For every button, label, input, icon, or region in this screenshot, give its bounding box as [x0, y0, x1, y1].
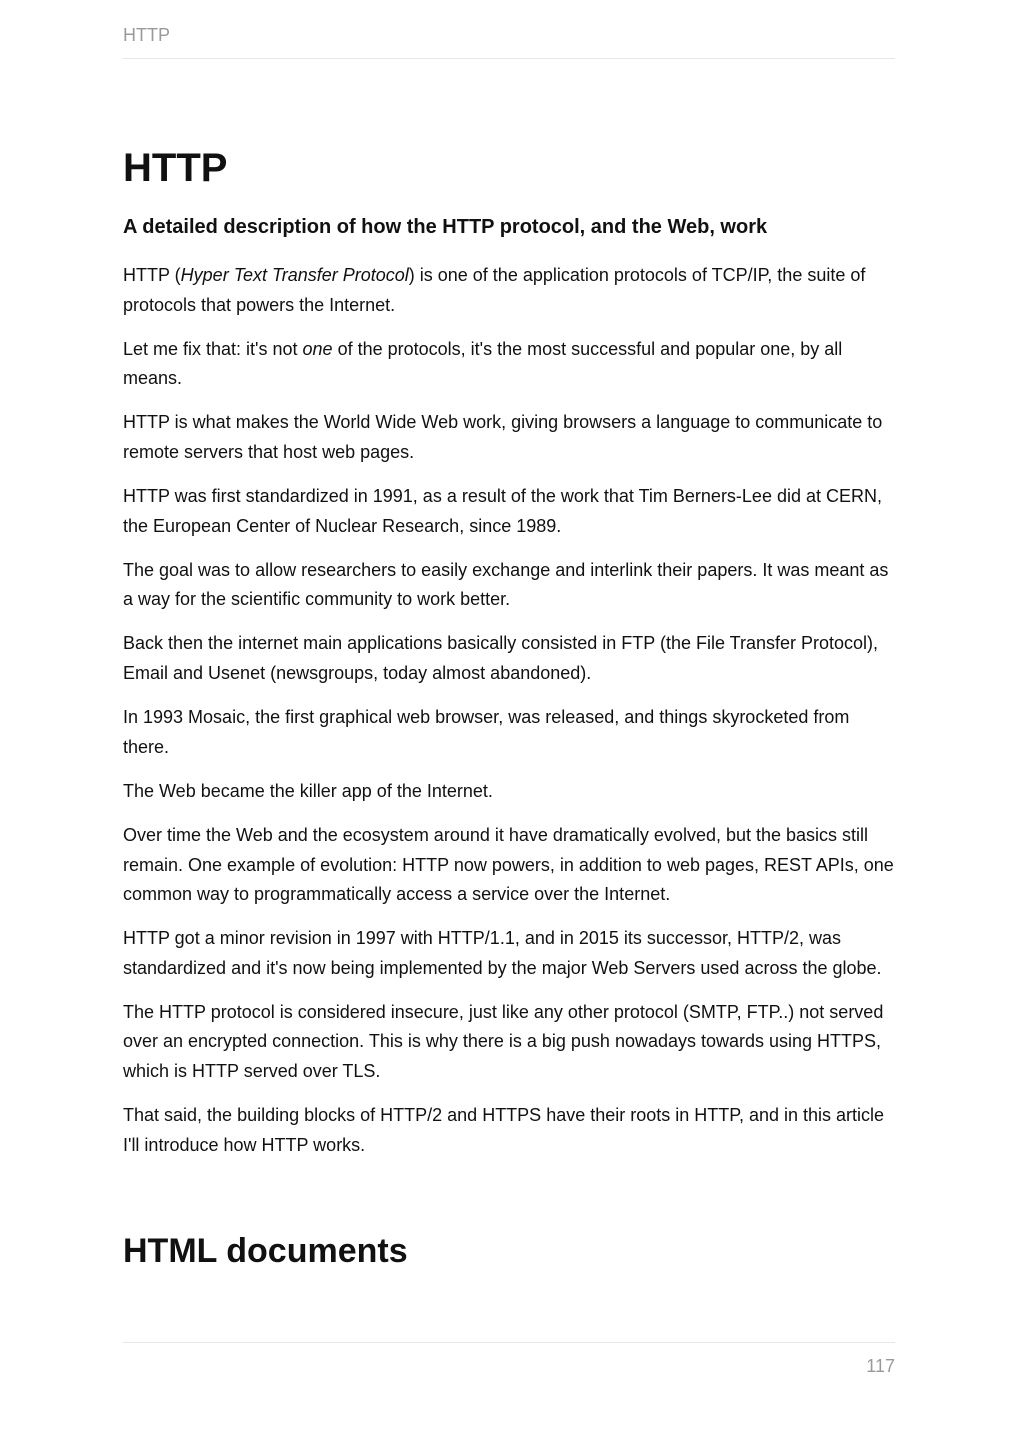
paragraph: HTTP is what makes the World Wide Web work, giving browsers a language to communicate to remote servers that host web pages.: [123, 412, 883, 462]
paragraph: That said, the building blocks of HTTP/2 and HTTPS have their roots in HTTP, and in this article I'll introduce how HTTP works.: [123, 1105, 885, 1155]
paragraph: HTTP got a minor revision in 1997 with HTTP/1.1, and in 2015 its successor, HTTP/2, was standardized and it's now being implemented by the major Web Servers used across the globe.: [123, 928, 882, 978]
header-divider: [123, 58, 895, 59]
paragraph: The goal was to allow researchers to easily exchange and interlink their papers. It was meant as a way for the scientific community to work better.: [123, 559, 889, 610]
document-page: [123, 0, 895, 1440]
footer-divider: [123, 1342, 895, 1343]
running-header: HTTP: [123, 25, 170, 45]
paragraph-text: ) is one of the application protocols of TCP/IP, the suite of protocols that powers the Internet.: [123, 265, 866, 315]
paragraph-text: Let me fix that: it's not: [123, 338, 303, 359]
paragraph: [123, 335, 895, 394]
section-title: HTML documents: [123, 1232, 408, 1270]
page-number: 117: [866, 1356, 895, 1376]
paragraph: Over time the Web and the ecosystem around it have dramatically evolved, but the basics still remain. One example of evolution: HTTP now powers, in addition to web pages, REST APIs, one common way to programmatically access a service over the Internet.: [123, 824, 894, 905]
paragraph-text: HTTP (: [123, 265, 181, 285]
chapter-body: [123, 261, 895, 1175]
chapter-subtitle: A detailed description of how the HTTP protocol, and the Web, work: [123, 216, 768, 238]
paragraph: [123, 261, 895, 320]
paragraph: Back then the internet main applications basically consisted in FTP (the File Transfer Protocol), Email and Usenet (newsgroups, today almost abandoned).: [123, 633, 879, 684]
paragraph-text: of the protocols, it's the most successful and popular one, by all means.: [123, 338, 843, 389]
emphasis-text: Hyper Text Transfer Protocol: [180, 265, 409, 285]
paragraph: The HTTP protocol is considered insecure, just like any other protocol (SMTP, FTP..) not served over an encrypted connection. This is why there is a big push nowadays towards using HTTPS, which is HTTP served over TLS.: [123, 1001, 884, 1082]
paragraph: In 1993 Mosaic, the first graphical web browser, was released, and things skyrocketed from there.: [123, 707, 850, 757]
emphasis-text: one: [302, 338, 333, 359]
paragraph: HTTP was first standardized in 1991, as a result of the work that Tim Berners-Lee did at CERN, the European Center of Nuclear Research, since 1989.: [123, 486, 882, 536]
paragraph: The Web became the killer app of the Internet.: [123, 780, 493, 801]
chapter-title: HTTP: [123, 146, 228, 190]
